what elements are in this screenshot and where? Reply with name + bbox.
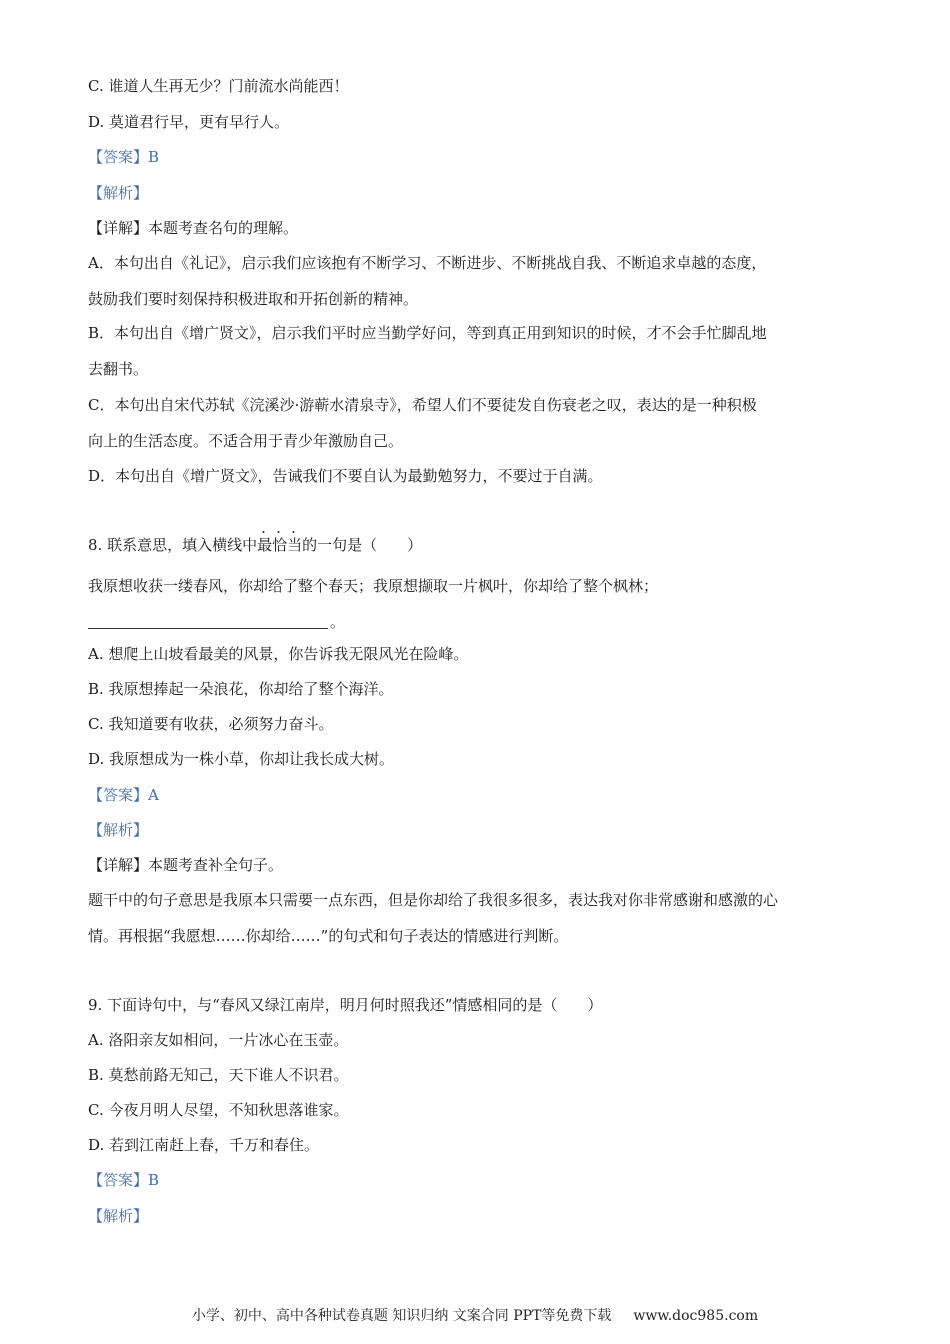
- q8-explanation-1: 题干中的句子意思是我原本只需要一点东西，但是你却给了我很多很多，表达我对你非常感谢和感激的心: [88, 891, 779, 909]
- q8-stem: [88, 535, 422, 555]
- q9-stem: 9. 下面诗句中，与“春风又绿江南岸，明月何时照我还”情感相同的是（ ）: [88, 996, 603, 1014]
- q7-explanation-d: D．本句出自《增广贤文》，告诫我们不要自认为最勤勉努力，不要过于自满。: [88, 467, 603, 485]
- q8-explanation-2: 情。再根据“我愿想……你却给……”的句式和句子表达的情感进行判断。: [88, 927, 569, 945]
- q8-blank-line: [88, 628, 328, 629]
- q8-stem-suffix: 的一句是（ ）: [302, 536, 423, 554]
- q7-option-c: C. 谁道人生再无少？门前流水尚能西！: [88, 77, 349, 95]
- q8-blank-period: 。: [330, 613, 346, 631]
- q8-detail: 【详解】本题考查补全句子。: [88, 856, 284, 874]
- q9-answer: 【答案】B: [88, 1171, 160, 1189]
- footer-text: 小学、初中、高中各种试卷真题 知识归纳 文案合同 PPT等免费下载: [191, 1308, 612, 1324]
- q8-option-c: C. 我知道要有收获，必须努力奋斗。: [88, 715, 334, 733]
- q8-option-d: D. 我原想成为一株小草，你却让我长成大树。: [88, 750, 395, 768]
- q8-passage: 我原想收获一缕春风，你却给了整个春天；我原想撷取一片枫叶，你却给了整个枫林；: [88, 577, 659, 595]
- q9-option-b: B. 莫愁前路无知己，天下谁人不识君。: [88, 1066, 349, 1084]
- q7-explanation-b-2: 去翻书。: [88, 360, 149, 378]
- q9-analysis-label: 【解析】: [88, 1207, 149, 1225]
- q8-option-a: A. 想爬上山坡看最美的风景，你告诉我无限风光在险峰。: [88, 645, 469, 663]
- q9-option-c: C. 今夜月明人尽望，不知秋思落谁家。: [88, 1101, 349, 1119]
- q7-explanation-a-1: A．本句出自《礼记》，启示我们应该抱有不断学习、不断进步、不断挑战自我、不断追求卓越的态度，: [88, 254, 767, 272]
- page-footer: [0, 1306, 950, 1326]
- q8-analysis-label: 【解析】: [88, 821, 149, 839]
- q8-stem-prefix: 8. 联系意思，填入横线中: [88, 536, 258, 554]
- q8-emphasis-char: 最: [257, 536, 273, 554]
- q7-explanation-b-1: B．本句出自《增广贤文》，启示我们平时应当勤学好问，等到真正用到知识的时候，才不会手忙脚乱地: [88, 324, 767, 342]
- footer-url[interactable]: www.doc985.com: [633, 1308, 759, 1324]
- q7-analysis-label: 【解析】: [88, 184, 149, 202]
- q8-emphasis-char: 恰: [272, 536, 288, 554]
- q8-emphasis-char: 当: [287, 536, 303, 554]
- q9-option-a: A. 洛阳亲友如相问，一片冰心在玉壶。: [88, 1031, 349, 1049]
- q9-option-d: D. 若到江南赶上春，千万和春住。: [88, 1136, 320, 1154]
- q7-answer: 【答案】B: [88, 148, 160, 166]
- q7-option-d: D. 莫道君行早，更有早行人。: [88, 113, 290, 131]
- q7-detail: 【详解】本题考查名句的理解。: [88, 219, 299, 237]
- q7-explanation-c-2: 向上的生活态度。不适合用于青少年激励自己。: [88, 432, 404, 450]
- q8-option-b: B. 我原想捧起一朵浪花，你却给了整个海洋。: [88, 680, 394, 698]
- q7-explanation-c-1: C．本句出自宋代苏轼《浣溪沙·游蕲水清泉寺》，希望人们不要徒发自伤衰老之叹，表达的是一种积极: [88, 396, 757, 414]
- q7-explanation-a-2: 鼓励我们要时刻保持积极进取和开拓创新的精神。: [88, 290, 419, 308]
- q8-answer: 【答案】A: [88, 786, 159, 804]
